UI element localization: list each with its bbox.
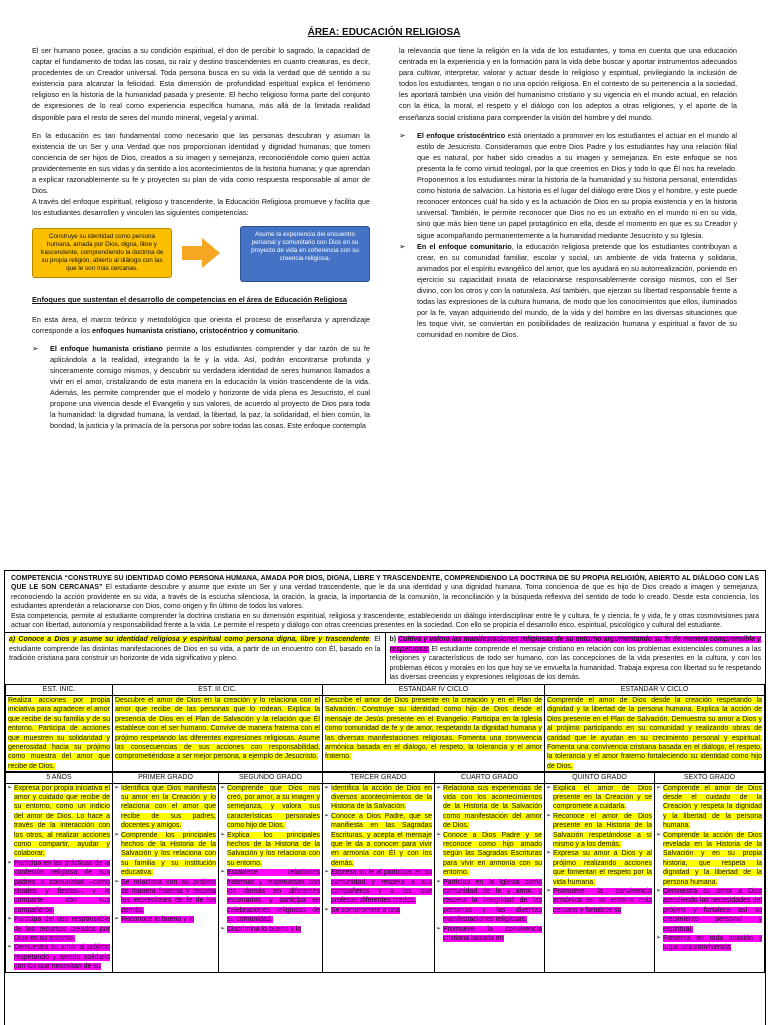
col-header: ESTANDAR V CICLO <box>545 685 765 695</box>
grade-header: SEGUNDO GRADO <box>219 773 323 783</box>
desempeno-item: ➢ Participa en las prácticas de la confesión religiosa de sus padres o comunidad –como rituales y fiestas–, y lo comparte con sus compañeros. <box>8 859 110 915</box>
desempeno-item: ➢ Reconoce lo bueno y lo <box>115 915 216 924</box>
competencia-header: COMPETENCIA “CONSTRUYE SU IDENTIDAD COMO PERSONA HUMANA, AMADA POR DIOS, DIGNA, LIBRE Y TRASCENDENTE, COMPRENDIENDO LA DOCTRINA DE SU PROPIA RELIGIÓN, ABIERTO AL DIÁLOGO CON LAS QUE LE SON CERCANAS” El estudiante descubre y asume que existe un Ser y una verdad trascendente, que le da una identidad y una dignidad humana. Toma conciencia de que es hijo de Dios creado a imagen y semejanza, reconociendo la acción providente en su vida, a través de la escucha silenciosa, la oración, la gracia, la importancia de la comunión, la reconciliación y la búsqueda reflexiva del sentido de todo lo creado. Desde esta conciencia, los estudiantes aprenderán a relacionarse con Dios, como origen y fin último de todos los valores. Esta competencia, permite al estudiante comprender la doctrina cristiana en su dimensión espiritual, religiosa y trascendente, estableciendo un diálogo interdisciplinar entre fe y cultura, fe y ciencia, fe y vida, fe y otras cosmovisiones para actuar con libertad, autonomía y responsabilidad frente a la vida. Le permite el respeto y diálogo con otras creencias presentes en la sociedad. Con ello se propicia el desarrollo ético, espiritual, psicológico y cultural del estudiante. <box>11 575 759 630</box>
bullet-humanista: ➢ El enfoque humanista cristiano permite a los estudiantes comprender y dar razón de su fe aplicándola a la realidad, integrando la fe y la vida. Así, podrán encontrarse profunda y sinceramente consigo mismos, y descubrir su verdadera identidad de seres humanos llamados a vivir en el amor, cristalizando de esta manera en la educación la visión trascendente de la vida. Además, les permite comprender que el modelo y horizonte de vida plena es Jesucristo, el cual propone una vivencia desde el Evangelio y sus valores, de acuerdo al proyecto de Dios para toda la humanidad: la dignidad humana, la verdad, la libertad, la paz, la solidaridad, el bien común, la bondad, la justicia y la primacía de la persona por sobre todas las cosas. Este enfoque contempla <box>32 343 370 432</box>
grade-header: 5 AÑOS <box>6 773 113 783</box>
bullet-comunitario: ➢ En el enfoque comunitario, la educación religiosa pretende que los estudiantes contribuyan a crear, en su comunidad familiar, escolar y social, un ambiente de vida fraterna y solidaria, animados por el espíritu evangélico del amor, que los ayudará en su autorrealización, poniendo en ejercicio su capacidad innata de relacionarse responsablemente consigo mismos, con el Ser divino, con los otros y con la naturaleza. Así también, que ejerzan su libertad responsable frente a todas las expresiones de la cultura humana, de modo que los conocimientos que ellos, iluminados por la fe, vayan adquiriendo del mundo, de la vida y del hombre en las diversas situaciones que les toque vivir, se conviertan en posibilidades de realización humana y espiritual a favor de su comunidad en nombre de Dios. <box>399 241 737 341</box>
desempeno-item: ➢ Establece relaciones fraternas y respetuosas con los demás en diferentes escenarios, y participa en celebraciones religiosas de su comunidad. <box>221 868 320 924</box>
grade-header: QUINTO GRADO <box>545 773 655 783</box>
paragraph: A través del enfoque espiritual, religioso y trascendente, la Educación Religiosa promueve y facilita que los estudiantes desarrollen y vinculen las siguientes competencias: <box>32 197 370 218</box>
desempeno-item: ➢ Demuestra su amor a Dios atendiendo las necesidades del prójimo y fortalece así su crecimiento personal y espiritual. <box>657 887 762 934</box>
page-title: ÁREA: EDUCACIÓN RELIGIOSA <box>307 27 461 38</box>
grade-header: TERCER GRADO <box>323 773 435 783</box>
desempeno-item: ➢ Conoce a Dios Padre y se reconoce como hijo amado según las Sagradas Escrituras para vivir en armonía con su entorno. <box>437 831 542 878</box>
desempeno-item: ➢ Discrimina lo bueno y lo <box>221 925 320 934</box>
col-header: EST. III CIC. <box>113 685 323 695</box>
desempeno-item: ➢ Promueve la convivencia cristiana basada en <box>437 925 542 944</box>
bullet-cristocentrico: ➢ El enfoque cristocéntrico está orientado a promover en los estudiantes el actuar en el mundo al estilo de Jesucristo. Consideramos que entre Dios Padre y los estudiantes hay una relación filial que es natural, por haber sido creados a su imagen y semejanza. En este enfoque se nos presenta la fe como virtud teologal, por la que creemos en Dios y todo lo que Él nos ha revelado. Proponemos a los estudiantes mirar la historia de la humanidad y su historia personal, entendidas como historia de salvación. La historia es el lugar del diálogo entre Dios y el hombre, y este puede reconocer entonces cuál ha sido y es la actuación de Dios en su propia existencia y en la historia universal. También, le permite reconocer que Dios no es un extraño en el mundo ni en su vida, sino que más bien tiene un papel protagónico en ella, desde el momento en que es su Creador y sigue acompañando permanentemente a la humanidad mediante Jesucristo y su Iglesia. <box>399 130 737 241</box>
grade-cell <box>219 783 323 972</box>
paragraph: El ser humano posee, gracias a su condición espiritual, el don de percibir lo sagrado, la capacidad de captar el fundamento de todas las cosas, su raíz y destino trascendentes en cuanto creaturas, es decir, procedentes de un Creador universal. Toda persona busca en su vida la verdad que dé sentido a su existencia para alcanzar la felicidad. Esta dimensión de profundidad espiritual explica el fenómeno religioso en la historia de la humanidad pasada y presente. El hecho religioso forma parte del conjunto de expresiones de lo real como experiencia específica humana, más allá de la limitada realidad disponible para el resto de seres del mundo mineral, vegetal y animal. <box>32 46 370 122</box>
capacidad-a: a) Conoce a Dios y asume su identidad religiosa y espiritual como persona digna, libre y trascendente: El estudiante comprende las distintas manifestaciones de Dios en su vida, a partir de un encuentro con Él, basado en la tradición cristiana para construir un horizonte de vida significativo y pleno. <box>9 636 381 663</box>
grade-cell <box>113 783 219 972</box>
desempeno-item: ➢ Participa del uso responsable de los recursos creados por Dios en su entorno. <box>8 915 110 943</box>
grados-table <box>5 772 765 973</box>
competency-box-encounter: Asume la experiencia del encuentro personal y comunitario con Dios en su proyecto de vida en coherencia con su creencia religiosa. <box>240 226 370 282</box>
estandar-cell: Realiza acciones por propia iniciativa para agradecer el amor que recibe de su familia y de su entorno. Participa de acciones que muestren su solidaridad y generosidad hacia su prójimo como muestra del amor que recibe de Dios. <box>6 695 113 771</box>
right-column <box>399 45 737 347</box>
competencies-diagram <box>32 226 370 284</box>
desempeno-item: ➢ Se relaciona con su prójimo de manera fraterna y respeta las expresiones de fe de los demás. <box>115 878 216 916</box>
competencia-table <box>4 570 766 1025</box>
desempeno-item: ➢ Explica los principales hechos de la Historia de la Salvación y los relaciona con su entorno. <box>221 831 320 869</box>
desempeno-item: ➢ Conoce a Dios Padre, que se manifiesta en las Sagradas Escrituras, y acepta el mensaje que le da a conocer para vivir en armonía con Él y con los demás. <box>325 812 432 868</box>
col-header: EST. INIC. <box>6 685 113 695</box>
estandar-cell: Comprende el amor de Dios desde la creación respetando la dignidad y la libertad de la persona humana. Explica la acción de Dios presente en el Plan de Salvación. Demuestra su amor a Dios y al prójimo participando en su comunidad y realizando obras de caridad que le ayudan en su crecimiento personal y espiritual. Fomenta una convivencia cristiana basada en el diálogo, el respeto, la tolerancia y el amor fraterno fortaleciendo su identidad como hijo de Dios. <box>545 695 765 771</box>
grade-header: CUARTO GRADO <box>435 773 545 783</box>
capacidades-row <box>5 632 765 684</box>
desempeno-item: ➢ Promueve la convivencia armónica en su entorno más cercano y fortalece su <box>547 887 652 915</box>
desempeno-item: ➢ Se compromete a una <box>325 906 432 915</box>
left-column <box>32 45 370 438</box>
desempeno-item: ➢ Reconoce el amor de Dios presente en la Historia de la Salvación respetándose a sí mismo y a los demás. <box>547 812 652 850</box>
grade-cell <box>6 783 113 972</box>
desempeno-item: ➢ Identifica la acción de Dios en diversos acontecimientos de la Historia de la Salvación. <box>325 784 432 812</box>
paragraph: la relevancia que tiene la religión en la vida de los estudiantes, y toma en cuenta que una educación centrada en la experiencia y en la formación para la vida debe buscar y aportar instrumentos adecuados para cultivar, interpretar, valorar y actuar desde lo religioso y espiritual, privilegiando la inclusión de todos los estudiantes, tengan o no una opción religiosa. En el contexto de su pertenencia a la sociedad, les aportará también una visión del humanismo cristiano y su vigencia en el mundo actual, en relación con la ética, la moral, el respeto y el diálogo con los adeptos a otras religiones, y el aporte de la enseñanza social cristiana para comprender la visión del hombre y del mundo. <box>399 46 737 122</box>
estandares-table <box>5 684 765 772</box>
desempeno-item: ➢ Comprende el amor de Dios desde el cuidado de la Creación y respeta la dignidad y la libertad de la persona humana. <box>657 784 762 831</box>
capacidad-b: b) Cultiva y valora las manifestaciones religiosas de su entorno argumentando su fe de manera comprensible y respetuosa: El estudiante comprende el mensaje cristiano en relación con los problemas existenciales comunes a las religiones y característicos de todo ser humano, con las concepciones de la vida presentes en la cultura, y con los problemas éticos y morales en los que hoy se ve envuelta la humanidad. Trabaja expresa con libertad su fe respetando las diversas creencias y expresiones religiosas de los demás. <box>385 633 766 684</box>
desempeno-item: ➢ Expresa su fe al participar en su comunidad y respeta a sus compañeros y a los que profesan diferentes credos. <box>325 868 432 906</box>
estandar-cell: Descubre el amor de Dios en la creación y lo relaciona con el amor que recibe de las personas que lo rodean. Explica la presencia de Dios en el Plan de Salvación y la relación que Él establece con el ser humano. Convive de manera fraterna con el prójimo respetando las diferentes expresiones religiosas. Asume las consecuencias de sus acciones con responsabilidad, comprometiéndose a ser mejor persona, a ejemplo de Jesucristo. <box>113 695 323 771</box>
section-subtitle: Enfoques que sustentan el desarrollo de competencias en el área de Educación Religiosa <box>32 295 348 305</box>
desempeno-item: ➢ Demuestra su amor al prójimo respetando y siendo solidario con los que necesitan de su <box>8 943 110 971</box>
paragraph: En esta área, el marco teórico y metodológico que orienta el proceso de enseñanza y aprendizaje corresponde a los enfoques humanista cristiano, cristocéntrico y comunitario. <box>32 314 370 335</box>
desempeno-item: ➢ Relaciona sus experiencias de vida con los acontecimientos de la Historia de la Salvación como manifestación del amor de Dios. <box>437 784 542 831</box>
grade-header: SEXTO GRADO <box>655 773 765 783</box>
grade-cell <box>435 783 545 972</box>
desempeno-item: ➢ Expresa su amor a Dios y al prójimo realizando acciones que fomentan el respeto por la vida humana. <box>547 849 652 887</box>
desempeno-item: ➢ Comprende que Dios nos creó, por amor, a su imagen y semejanza, y valora sus características personales como hijo de Dios. <box>221 784 320 831</box>
desempeno-item: ➢ Explica el amor de Dios presente en la Creación y se compromete a cuidarla. <box>547 784 652 812</box>
col-header: ESTANDAR IV CICLO <box>323 685 545 695</box>
desempeno-item: ➢ Comprende los principales hechos de la Historia de la Salvación y los relaciona con su familia y su institución educativa. <box>115 831 216 878</box>
grade-header: PRIMER GRADO <box>113 773 219 783</box>
desempeno-item: ➢ Participa en la Iglesia como comunidad de fe y amor, y respeta la integridad de las personas y las diversas manifestaciones religiosas. <box>437 878 542 925</box>
grade-cell <box>545 783 655 972</box>
desempeno-item: ➢ Identifica que Dios manifiesta su amor en la Creación y lo relaciona con el amor que recibe de sus padres, docentes y amigos. <box>115 784 216 831</box>
competency-box-identity: Construye su identidad como persona humana, amada por Dios, digna, libre y trascendente, comprendiendo la doctrina de su propia religión, abierto al diálogo con las que le son más cercanas. <box>32 228 172 278</box>
grade-cell <box>655 783 765 972</box>
grade-cell <box>323 783 435 972</box>
paragraph: En la educación es tan fundamental como necesario que las personas descubran y asuman la existencia de un Ser y una Verdad que nos proporcionan identidad y dignidad humanas; que tomen conciencia de ser hijos de Dios, creados a su imagen y semejanza, reconociéndole como quien actúa providentemente en sus vidas y da sentido a los acontecimientos de la historia humana; y que aprendan a explicar razonablemente su fe y proyecten su plan de vida como respuesta responsable al amor de Dios. <box>32 130 370 196</box>
desempeno-item: ➢ Comprende la acción de Dios revelada en la Historia de la Salvación y en su propia historia, que respeta la dignidad y la libertad de la persona humana. <box>657 831 762 887</box>
estandar-cell: Describe el amor de Dios presente en la creación y en el Plan de Salvación. Construye su identidad como hijo de Dios desde el mensaje de Jesús presente en el Evangelio. Participa en la Iglesia como comunidad de fe y de amor, respetando la dignidad humana y las diversas manifestaciones religiosas. Fomenta una convivencia armónica basada en el diálogo, el respeto, la tolerancia y el amor fraterno. <box>323 695 545 771</box>
desempeno-item: ➢ Expresa por propia iniciativa el amor y cuidado que recibe de su entorno, como un indicio del amor de Dios. Lo hace a través de la interacción con los otros, al realizar acciones como compartir, ayudar y colaborar. <box>8 784 110 859</box>
desempeno-item: ➢ Fomenta en toda ocasión y lugar una convivencia <box>657 934 762 953</box>
